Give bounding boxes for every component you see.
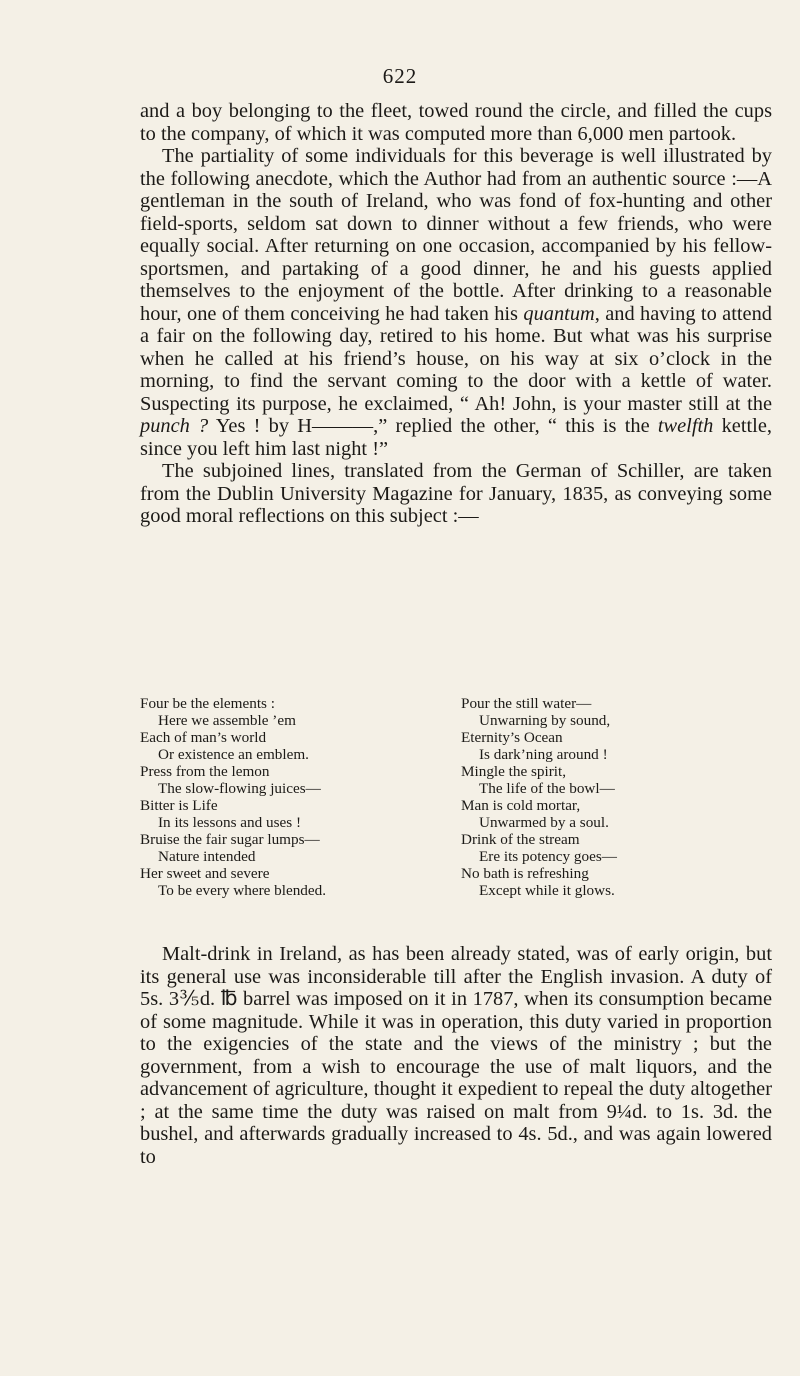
poem-line: Is dark’ning around ! — [479, 746, 608, 763]
poem-line: Bruise the fair sugar lumps— — [140, 831, 320, 848]
poem-line: Press from the lemon — [140, 763, 270, 780]
poem-line: To be every where blended. — [158, 882, 327, 899]
poem-line: Nature intended — [158, 848, 256, 865]
poem-line: Mingle the spirit, — [461, 763, 567, 780]
body-text-bottom — [140, 943, 772, 1168]
text-run: and a boy belonging to the fleet, towed round the circle, and filled the cups to the company, of which it was computed more than 6,000 men partook. — [140, 100, 772, 145]
poem-line: Man is cold mortar, — [461, 797, 581, 814]
poem-line: Pour the still water— — [461, 695, 592, 712]
poem-line: Or existence an emblem. — [158, 746, 309, 763]
text-run: Malt-drink in Ireland, as has been already stated, was of early origin, but its general use was inconsiderable till after the English invasion. A duty of 5s. 3⅗d. ℔ barrel was imposed on it in 1787, when its consumption became of some magnitude. While it was in operation, this duty varied in proportion to the exigencies of the state and the views of the ministry ; but the government, from a wish to encourage the use of malt liquors, and the advancement of agriculture, thought it expedient to repeal the duty altogether ; at the same time the duty was raised on malt from 9¼d. to 1s. 3d. the bushel, and afterwards gradually increased to 4s. 5d., and was again lowered to — [140, 943, 772, 1168]
poem — [140, 695, 772, 899]
text-run: The partiality of some individuals for this beverage is well illustrated by the following anecdote, which the Author had from an authentic source :—A gentleman in the south of Ireland, who was fond of fox-hunting and other field-sports, seldom sat down to dinner without a few friends, who were equally social. After returning on one occasion, accompanied by his fellow-sportsmen, and partaking of a good dinner, he and his guests applied themselves to the enjoyment of the bottle. After drinking to a reasonable hour, one of them conceiving he had taken his — [140, 145, 772, 325]
poem-line: Each of man’s world — [140, 729, 267, 746]
italic-text: twelfth — [657, 415, 714, 437]
paragraph — [140, 100, 772, 145]
paragraph — [140, 460, 772, 528]
body-text-top — [140, 100, 772, 528]
poem-line: Unwarning by sound, — [479, 712, 611, 729]
paragraph — [140, 943, 772, 1168]
page-number: 622 — [382, 64, 418, 88]
poem-column-right — [461, 695, 766, 899]
italic-text: punch ? — [140, 415, 209, 437]
paragraph — [140, 145, 772, 460]
text-run: kettle, since you left him last night !” — [140, 415, 772, 460]
poem-line: Four be the elements : — [140, 695, 275, 712]
poem-line: Ere its potency goes— — [479, 848, 617, 865]
poem-line: Except while it glows. — [479, 882, 615, 899]
poem-line: Her sweet and severe — [140, 865, 270, 882]
poem-line: Eternity’s Ocean — [461, 729, 563, 746]
text-run: Yes ! by H———,” replied the other, “ this is the — [208, 415, 658, 437]
poem-line: No bath is refreshing — [461, 865, 589, 882]
poem-line: Drink of the stream — [461, 831, 580, 848]
poem-column-left — [140, 695, 445, 899]
poem-line: Here we assemble ’em — [158, 712, 296, 729]
poem-line: The life of the bowl— — [479, 780, 615, 797]
text-run: , and having to attend a fair on the following day, retired to his home. But what was his surprise when he called at his friend’s house, on his way at six o’clock in the morning, to find the servant coming to the door with a kettle of water. Suspecting its purpose, he exclaimed, “ Ah! John, is your master still at the — [140, 302, 772, 415]
poem-line: Bitter is Life — [140, 797, 218, 814]
poem-line: The slow-flowing juices— — [158, 780, 321, 797]
poem-line: In its lessons and uses ! — [158, 814, 302, 831]
poem-line: Unwarmed by a soul. — [479, 814, 609, 831]
text-run: The subjoined lines, translated from the German of Schiller, are taken from the Dublin University Magazine for January, 1835, as conveying some good moral reflections on this subject :— — [140, 460, 772, 527]
italic-text: quantum — [523, 302, 595, 325]
